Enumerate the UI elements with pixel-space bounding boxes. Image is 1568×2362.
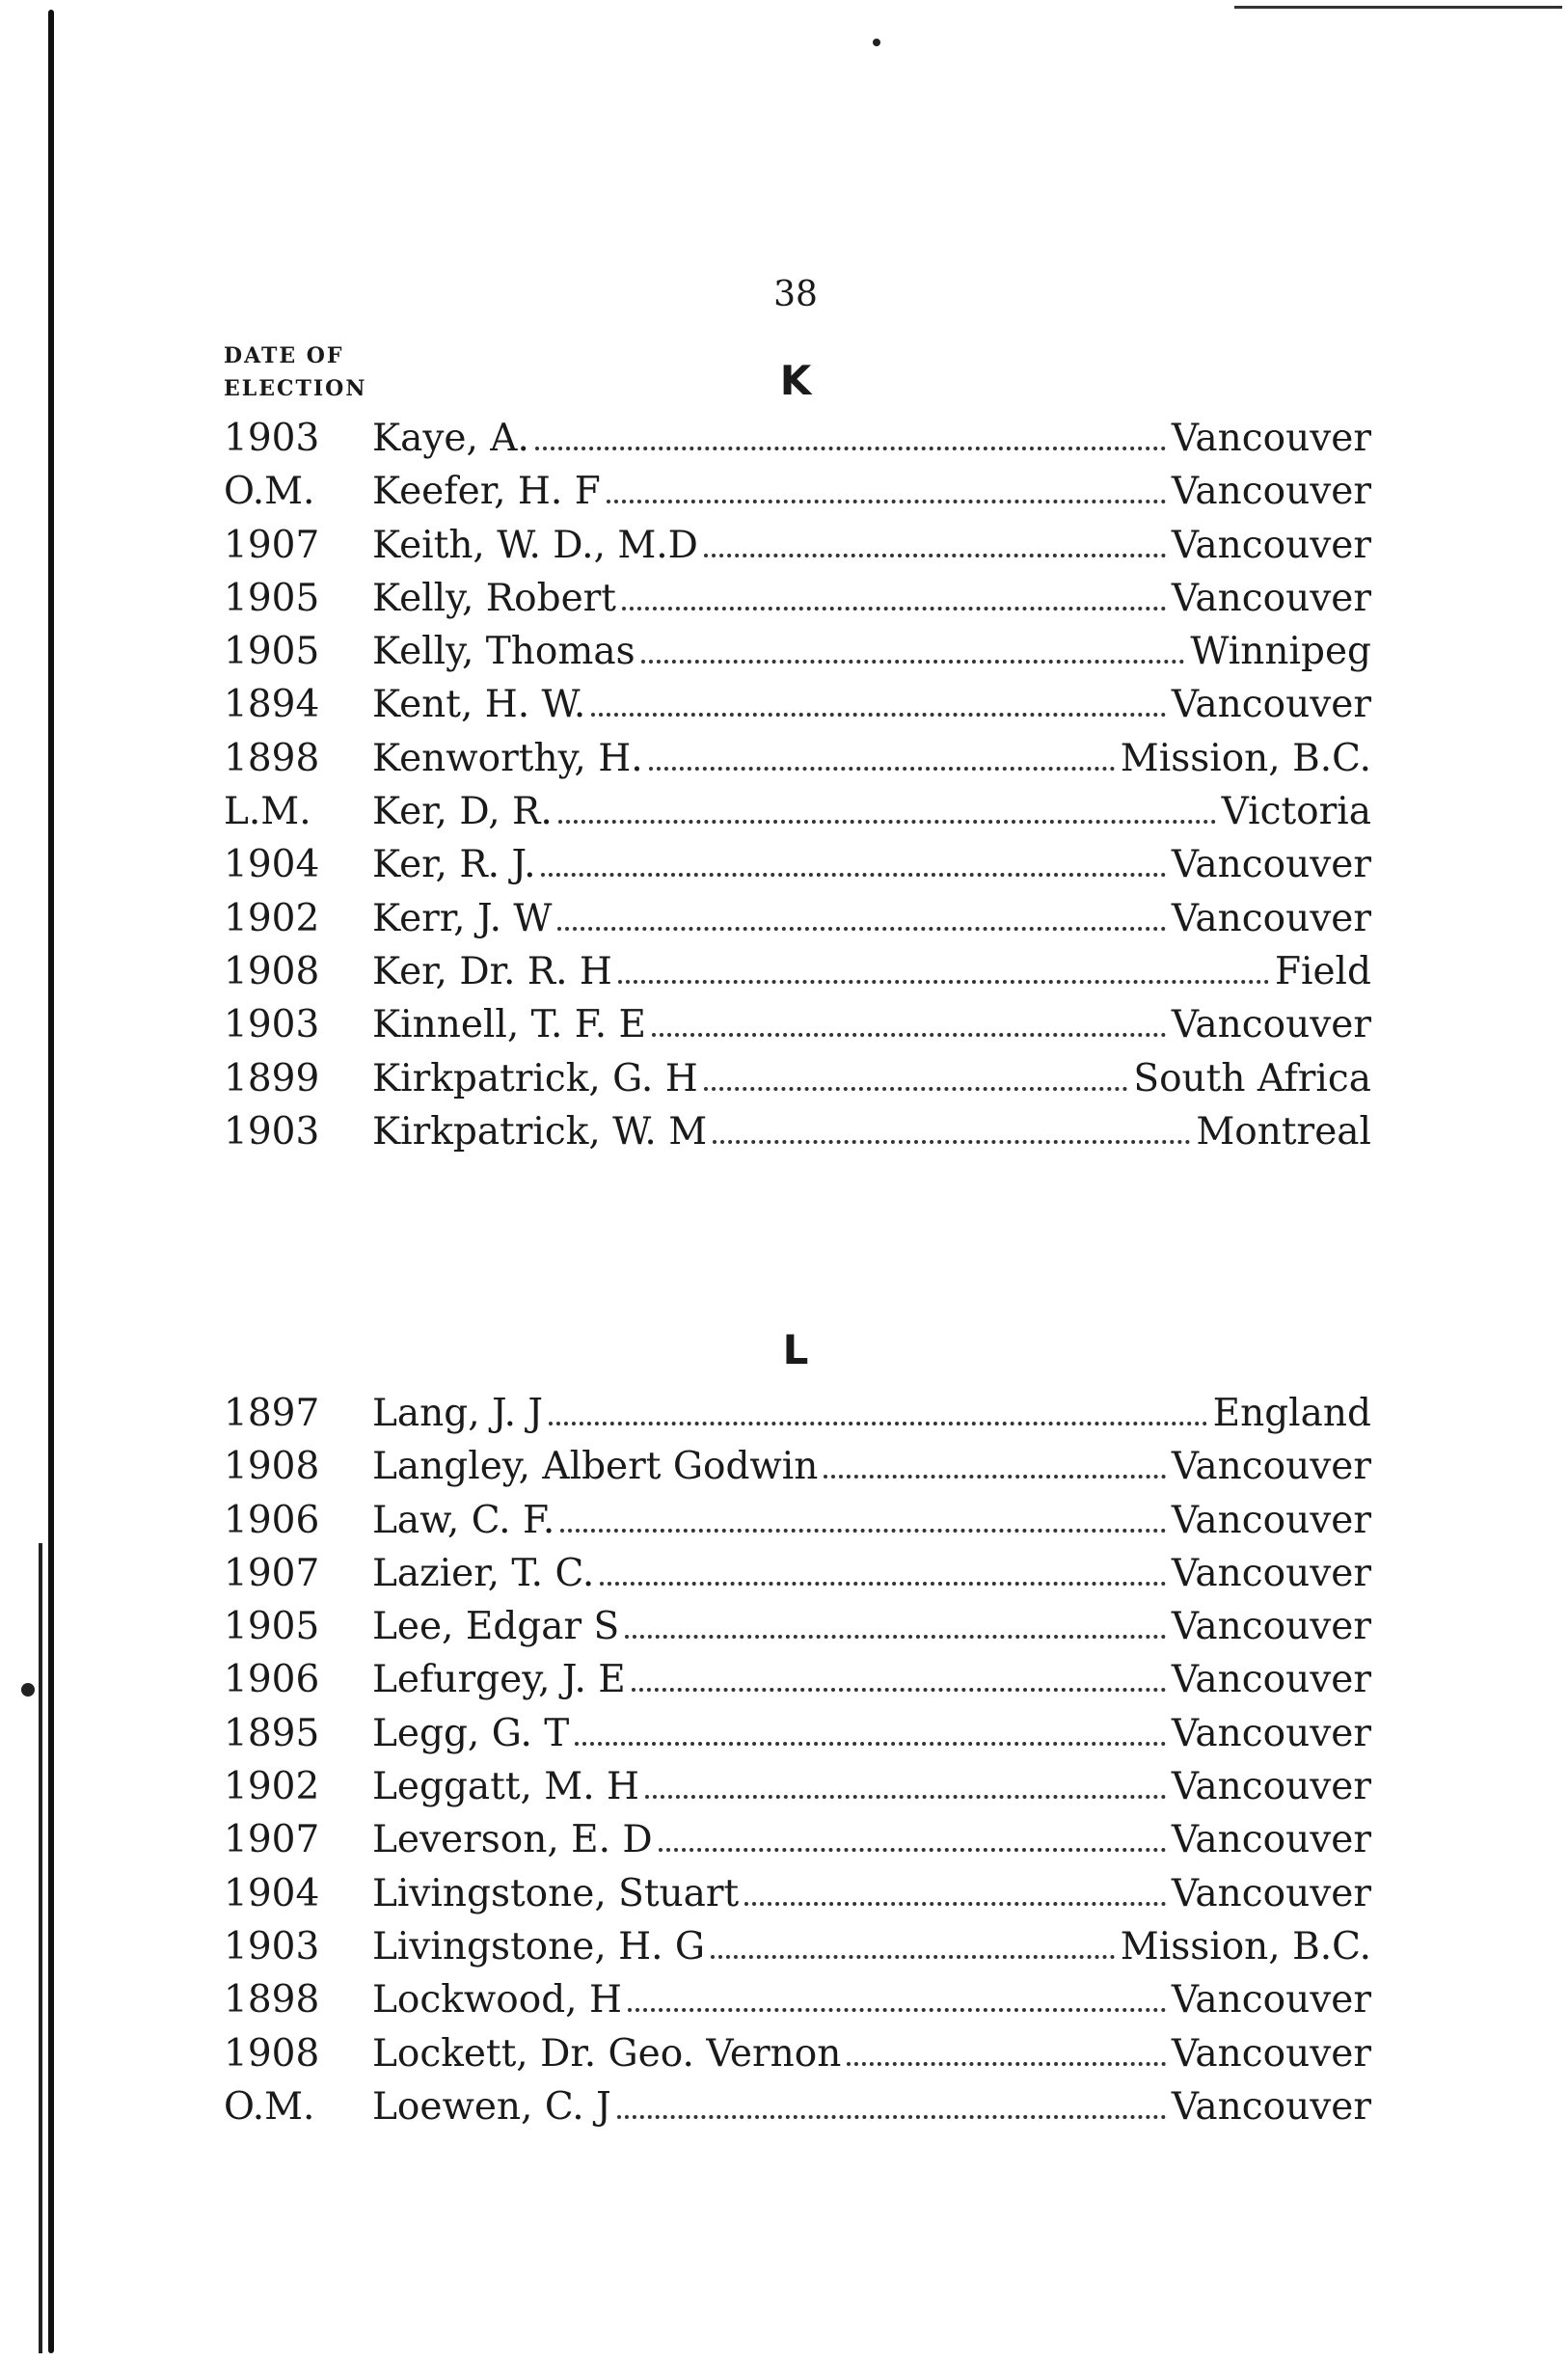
member-location: Mission, B.C. [1120, 1924, 1371, 1968]
member-name: Kelly, Robert [372, 576, 616, 620]
member-location: Vancouver [1171, 2084, 1371, 2129]
election-year: 1908 [224, 2031, 320, 2076]
member-name: Livingstone, H. G [372, 1924, 706, 1968]
election-year: 1903 [224, 1109, 320, 1154]
member-location: Winnipeg [1190, 630, 1371, 674]
election-year: O.M. [224, 2084, 315, 2129]
list-item [224, 950, 1371, 1003]
list-item [224, 1392, 1371, 1445]
member-name: Kaye, A. [372, 417, 529, 460]
member-location: Vancouver [1171, 1498, 1371, 1542]
dot-leader [575, 1736, 1166, 1746]
member-location: Vancouver [1171, 2031, 1371, 2076]
date-of-election-header [224, 339, 366, 405]
member-name: Lefurgey, J. E [372, 1658, 626, 1702]
election-year: 1898 [224, 1978, 320, 2023]
list-item [224, 630, 1371, 683]
member-name: Kirkpatrick, W. M [372, 1109, 708, 1154]
list-item [224, 417, 1371, 470]
member-location: Vancouver [1171, 896, 1371, 940]
dot-leader [558, 814, 1216, 824]
member-name: Lockwood, H [372, 1978, 622, 2023]
member-location: Vancouver [1171, 1003, 1371, 1047]
section-letter-k: K [779, 357, 812, 404]
election-year: O.M. [224, 470, 315, 514]
member-location: Vancouver [1171, 843, 1371, 887]
dot-leader [641, 654, 1185, 664]
list-item [224, 1552, 1371, 1605]
list-item [224, 524, 1371, 577]
list-item [224, 1712, 1371, 1765]
member-name: Kent, H. W. [372, 683, 586, 727]
member-location: Mission, B.C. [1120, 736, 1371, 780]
dot-leader [847, 2056, 1166, 2066]
dot-leader [560, 1523, 1166, 1533]
election-year: 1908 [224, 949, 320, 993]
member-location: Vancouver [1171, 1605, 1371, 1649]
dot-leader [711, 1949, 1115, 1959]
election-year: 1907 [224, 1551, 320, 1595]
election-year: 1902 [224, 896, 320, 940]
dot-leader [652, 1027, 1166, 1037]
binding-edge [48, 10, 54, 2353]
dot-leader [618, 974, 1269, 984]
list-item [224, 737, 1371, 790]
list-item [224, 843, 1371, 896]
election-year: 1904 [224, 843, 320, 887]
member-location: Vancouver [1171, 1978, 1371, 2023]
election-year: 1899 [224, 1056, 320, 1100]
page-number: 38 [773, 275, 818, 314]
list-item [224, 1057, 1371, 1110]
election-year: 1906 [224, 1658, 320, 1702]
dot-leader [713, 1134, 1190, 1144]
ink-speck [873, 39, 880, 46]
member-name: Kinnell, T. F. E [372, 1003, 646, 1047]
election-year: L.M. [224, 790, 311, 834]
top-edge-rule [1234, 6, 1562, 9]
list-item [224, 1605, 1371, 1658]
member-name: Langley, Albert Godwin [372, 1445, 819, 1489]
member-name: Lazier, T. C. [372, 1551, 595, 1595]
member-location: Vancouver [1171, 683, 1371, 727]
list-item [224, 1818, 1371, 1871]
election-year: 1894 [224, 683, 320, 727]
election-year: 1902 [224, 1765, 320, 1809]
member-location: Vancouver [1171, 1711, 1371, 1755]
member-name: Ker, R. J. [372, 843, 536, 887]
member-name: Ker, D, R. [372, 790, 553, 834]
list-item [224, 1445, 1371, 1498]
member-location: Vancouver [1171, 523, 1371, 567]
dot-leader [600, 1576, 1166, 1586]
date-header-line1: DATE OF [224, 343, 344, 368]
election-year: 1903 [224, 1924, 320, 1968]
dot-leader [541, 867, 1165, 877]
member-name: Kelly, Thomas [372, 630, 635, 674]
dot-leader [622, 601, 1166, 611]
member-name: Keefer, H. F [372, 470, 601, 514]
member-name: Kerr, J. W [372, 896, 553, 940]
dot-leader [591, 707, 1166, 717]
election-year: 1905 [224, 576, 320, 620]
member-location: Vancouver [1171, 417, 1371, 460]
list-item [224, 1978, 1371, 2031]
binding-edge-shadow [39, 1543, 42, 2353]
election-year: 1907 [224, 523, 320, 567]
election-year: 1905 [224, 1605, 320, 1649]
member-location: Victoria [1221, 790, 1371, 834]
date-header-line2: ELECTION [224, 376, 367, 401]
member-location: England [1212, 1392, 1371, 1435]
list-item [224, 470, 1371, 523]
dot-leader [628, 2002, 1166, 2012]
list-item [224, 1925, 1371, 1978]
election-year: 1903 [224, 1003, 320, 1047]
member-location: Vancouver [1171, 1765, 1371, 1809]
election-year: 1905 [224, 630, 320, 674]
list-item [224, 1765, 1371, 1818]
member-location: Vancouver [1171, 1871, 1371, 1915]
election-year: 1895 [224, 1711, 320, 1755]
dot-leader [649, 761, 1115, 771]
member-location: Vancouver [1171, 1658, 1371, 1702]
list-item [224, 790, 1371, 843]
dot-leader [744, 1896, 1166, 1906]
member-name: Lang, J. J [372, 1392, 544, 1435]
list-item [224, 1003, 1371, 1056]
member-location: South Africa [1133, 1056, 1371, 1100]
list-item [224, 1872, 1371, 1925]
dot-leader [617, 2109, 1166, 2119]
dot-leader [535, 441, 1166, 450]
dot-leader [704, 1081, 1128, 1091]
member-name: Leverson, E. D [372, 1818, 653, 1862]
member-name: Leggatt, M. H [372, 1765, 640, 1809]
list-item [224, 1110, 1371, 1163]
election-year: 1898 [224, 736, 320, 780]
member-location: Vancouver [1171, 470, 1371, 514]
election-year: 1908 [224, 1445, 320, 1489]
member-name: Legg, G. T [372, 1711, 570, 1755]
dot-leader [557, 921, 1165, 931]
dot-leader [704, 548, 1166, 557]
section-k-list [224, 417, 1371, 1163]
ink-speck [21, 1683, 35, 1697]
member-name: Ker, Dr. R. H [372, 949, 612, 993]
election-year: 1903 [224, 417, 320, 460]
member-name: Livingstone, Stuart [372, 1871, 740, 1915]
member-name: Kenworthy, H. [372, 736, 643, 780]
election-year: 1897 [224, 1392, 320, 1435]
list-item [224, 577, 1371, 630]
list-item [224, 1658, 1371, 1711]
dot-leader [632, 1682, 1166, 1692]
list-item [224, 683, 1371, 736]
section-l-list [224, 1392, 1371, 2138]
list-item [224, 897, 1371, 950]
member-location: Vancouver [1171, 1445, 1371, 1489]
member-location: Vancouver [1171, 576, 1371, 620]
member-name: Kirkpatrick, G. H [372, 1056, 698, 1100]
dot-leader [607, 494, 1166, 503]
dot-leader [824, 1469, 1165, 1479]
dot-leader [645, 1789, 1166, 1799]
member-location: Montreal [1196, 1109, 1371, 1154]
member-location: Field [1274, 949, 1371, 993]
list-item [224, 2032, 1371, 2085]
member-name: Lockett, Dr. Geo. Vernon [372, 2031, 842, 2076]
election-year: 1907 [224, 1818, 320, 1862]
member-name: Lee, Edgar S [372, 1605, 620, 1649]
dot-leader [659, 1842, 1166, 1852]
member-location: Vancouver [1171, 1818, 1371, 1862]
member-name: Keith, W. D., M.D [372, 523, 698, 567]
list-item [224, 2085, 1371, 2138]
election-year: 1906 [224, 1498, 320, 1542]
member-name: Loewen, C. J [372, 2084, 611, 2129]
member-name: Law, C. F. [372, 1498, 555, 1542]
dot-leader [625, 1629, 1166, 1639]
section-letter-l: L [782, 1326, 809, 1373]
list-item [224, 1499, 1371, 1552]
dot-leader [549, 1416, 1207, 1425]
election-year: 1904 [224, 1871, 320, 1915]
member-location: Vancouver [1171, 1551, 1371, 1595]
